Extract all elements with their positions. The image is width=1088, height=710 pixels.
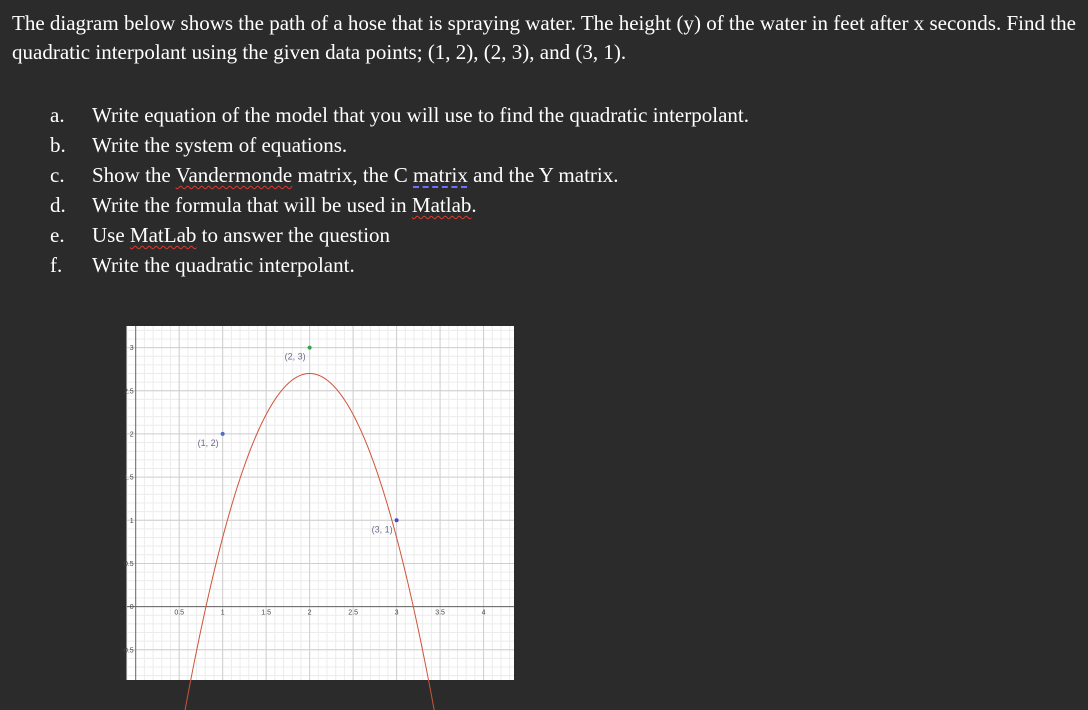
- underlined-word: Matlab: [411, 193, 472, 217]
- task-item: [50, 130, 749, 160]
- task-text-part: .: [471, 193, 477, 217]
- point-label: (3, 1): [371, 524, 393, 535]
- task-text-part: Write the formula that will be used in: [92, 193, 412, 217]
- x-tick-label: 2: [307, 609, 312, 617]
- task-text: [92, 130, 347, 160]
- x-tick-label: 4: [481, 609, 486, 617]
- underlined-word: matrix: [413, 163, 468, 187]
- parabola-graph: [121, 326, 514, 680]
- y-tick-label: 1.5: [123, 474, 134, 482]
- task-text-part: Write the system of equations.: [92, 133, 348, 157]
- data-point: [395, 518, 399, 522]
- task-text-part: to answer the question: [196, 223, 391, 247]
- underlined-word: Vandermonde: [175, 163, 293, 187]
- task-marker: d.: [50, 193, 66, 217]
- task-marker: a.: [50, 103, 65, 127]
- task-item: [50, 100, 749, 130]
- task-marker: b.: [50, 133, 66, 157]
- task-item: [50, 160, 749, 190]
- data-point: [308, 346, 312, 350]
- task-item: [50, 250, 749, 280]
- task-list: [50, 100, 749, 280]
- task-text-part: matrix, the C: [292, 163, 413, 187]
- task-marker: c.: [50, 163, 65, 187]
- task-text-part: Write the quadratic interpolant.: [92, 253, 355, 277]
- task-item: [50, 220, 749, 250]
- x-tick-label: 3.5: [435, 609, 445, 617]
- task-text: [92, 100, 749, 130]
- y-tick-label: 3: [129, 345, 134, 353]
- task-text-part: Show the: [92, 163, 176, 187]
- y-tick-label: 2.5: [123, 388, 134, 396]
- task-text: [92, 220, 390, 250]
- y-tick-label: -0.5: [121, 647, 134, 655]
- x-tick-label: 1.5: [261, 609, 272, 617]
- x-tick-label: 2.5: [348, 609, 358, 617]
- task-marker: e.: [50, 223, 65, 247]
- task-text: [92, 190, 477, 220]
- task-text-part: and the Y matrix.: [467, 163, 619, 187]
- task-text: [92, 160, 618, 190]
- problem-statement: The diagram below shows the path of a hose that is spraying water. The height (y) of the water in feet after x seconds. Find the quadratic interpolant using the given data points; (1, 2), (2, 3), and (3, 1).: [12, 11, 1076, 64]
- underlined-word: MatLab: [129, 223, 197, 247]
- y-tick-label: 2: [129, 431, 134, 439]
- parabola-curve: [127, 373, 514, 710]
- x-tick-label: 0.5: [174, 609, 185, 617]
- point-label: (2, 3): [284, 351, 306, 362]
- y-tick-label: 0: [129, 604, 134, 612]
- task-item: [50, 190, 749, 220]
- data-point: [221, 432, 225, 436]
- y-tick-label: 1: [129, 517, 134, 525]
- x-tick-label: 3: [394, 609, 399, 617]
- task-text-part: Write equation of the model that you will use to find the quadratic interpolant.: [92, 103, 749, 127]
- task-marker: f.: [50, 253, 63, 277]
- point-label: (1, 2): [197, 437, 219, 448]
- task-text: [92, 250, 355, 280]
- task-text-part: Use: [92, 223, 130, 247]
- y-tick-label: 0.5: [123, 560, 134, 568]
- x-tick-label: 1: [220, 609, 225, 617]
- graph-svg: [121, 326, 514, 680]
